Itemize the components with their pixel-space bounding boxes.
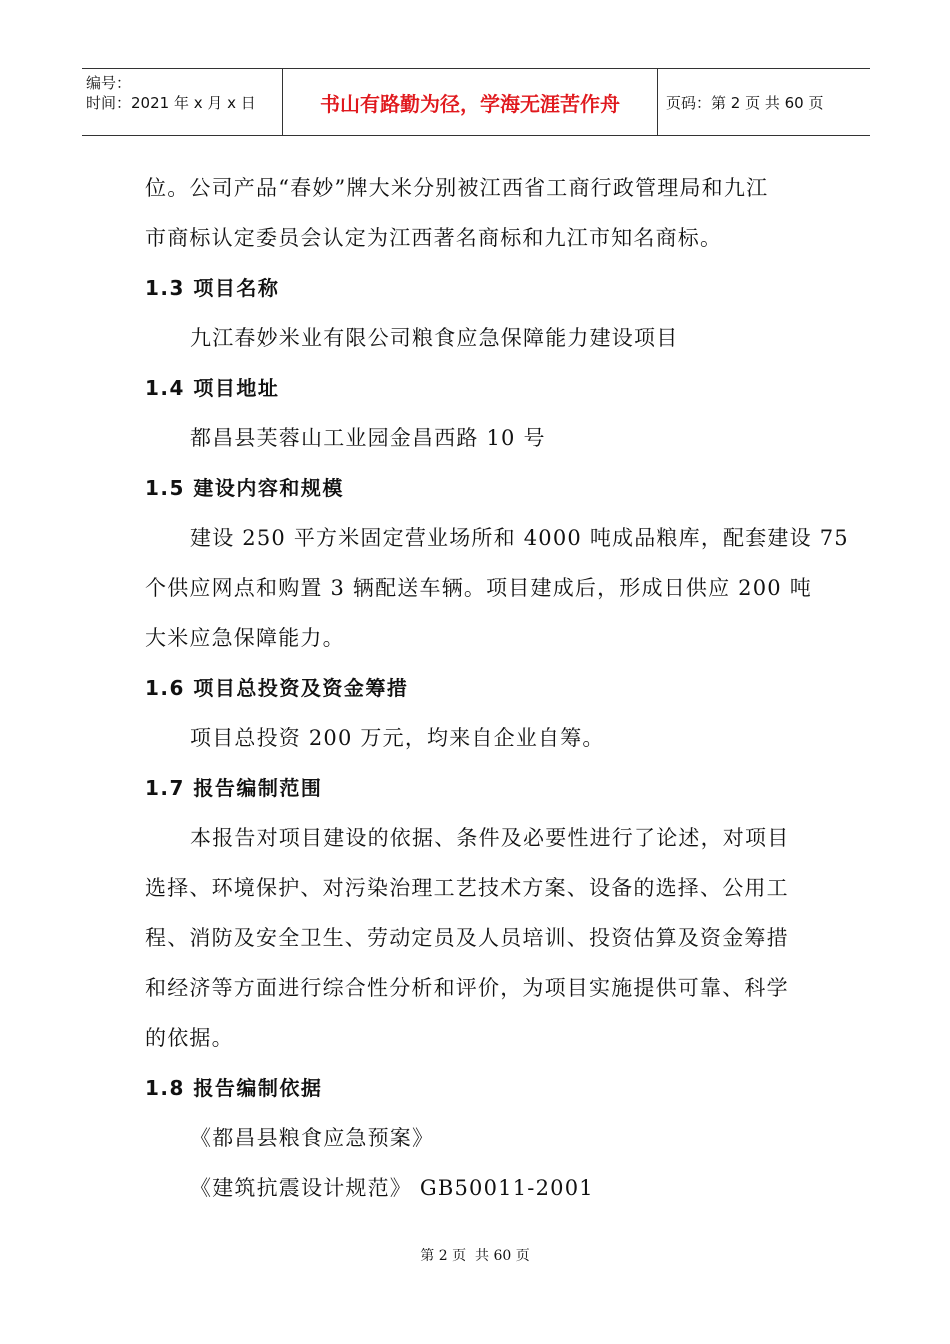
section-heading-1-5: 1.5 建设内容和规模 [145,476,344,500]
paragraph-line: 大米应急保障能力。 [145,626,345,650]
paragraph-line: 九江春妙米业有限公司粮食应急保障能力建设项目 [190,326,679,350]
paragraph-line: 选择、环境保护、对污染治理工艺技术方案、设备的选择、公用工 [145,876,789,900]
paragraph-line: 位。公司产品“春妙”牌大米分别被江西省工商行政管理局和九江 [145,176,769,200]
section-heading-1-6: 1.6 项目总投资及资金筹措 [145,676,409,700]
paragraph-line: 程、消防及安全卫生、劳动定员及人员培训、投资估算及资金筹措 [145,926,789,950]
header-motto: 书山有路勤为径，学海无涯苦作舟 [320,91,620,116]
paragraph-line: 的依据。 [145,1026,234,1050]
document-body [145,163,849,1213]
section-heading-1-8: 1.8 报告编制依据 [145,1076,323,1100]
paragraph-line: 市商标认定委员会认定为江西著名商标和九江市知名商标。 [145,226,723,250]
page-footer: 第 2 页 共 60 页 [420,1248,530,1264]
paragraph-line: 本报告对项目建设的依据、条件及必要性进行了论述，对项目 [190,826,790,850]
document-date-label: 时间：2021 年 x 月 x 日 [86,94,256,112]
reference-item: 《建筑抗震设计规范》 GB50011-2001 [190,1176,594,1200]
paragraph-line: 都昌县芙蓉山工业园金昌西路 10 号 [190,426,546,450]
section-heading-1-4: 1.4 项目地址 [145,376,280,400]
reference-item: 《都昌县粮食应急预案》 [190,1126,435,1150]
header-meta [82,69,282,135]
header-page-label: 页码：第 2 页 共 60 页 [666,93,824,112]
paragraph-line: 建设 250 平方米固定营业场所和 4000 吨成品粮库，配套建设 75 [190,526,849,550]
paragraph-line: 和经济等方面进行综合性分析和评价，为项目实施提供可靠、科学 [145,976,789,1000]
paragraph-line: 个供应网点和购置 3 辆配送车辆。项目建成后，形成日供应 200 吨 [145,576,812,600]
section-heading-1-3: 1.3 项目名称 [145,276,280,300]
document-number-label: 编号： [86,74,132,92]
section-heading-1-7: 1.7 报告编制范围 [145,776,323,800]
page-header [82,68,870,136]
paragraph-line: 项目总投资 200 万元，均来自企业自筹。 [190,726,605,750]
